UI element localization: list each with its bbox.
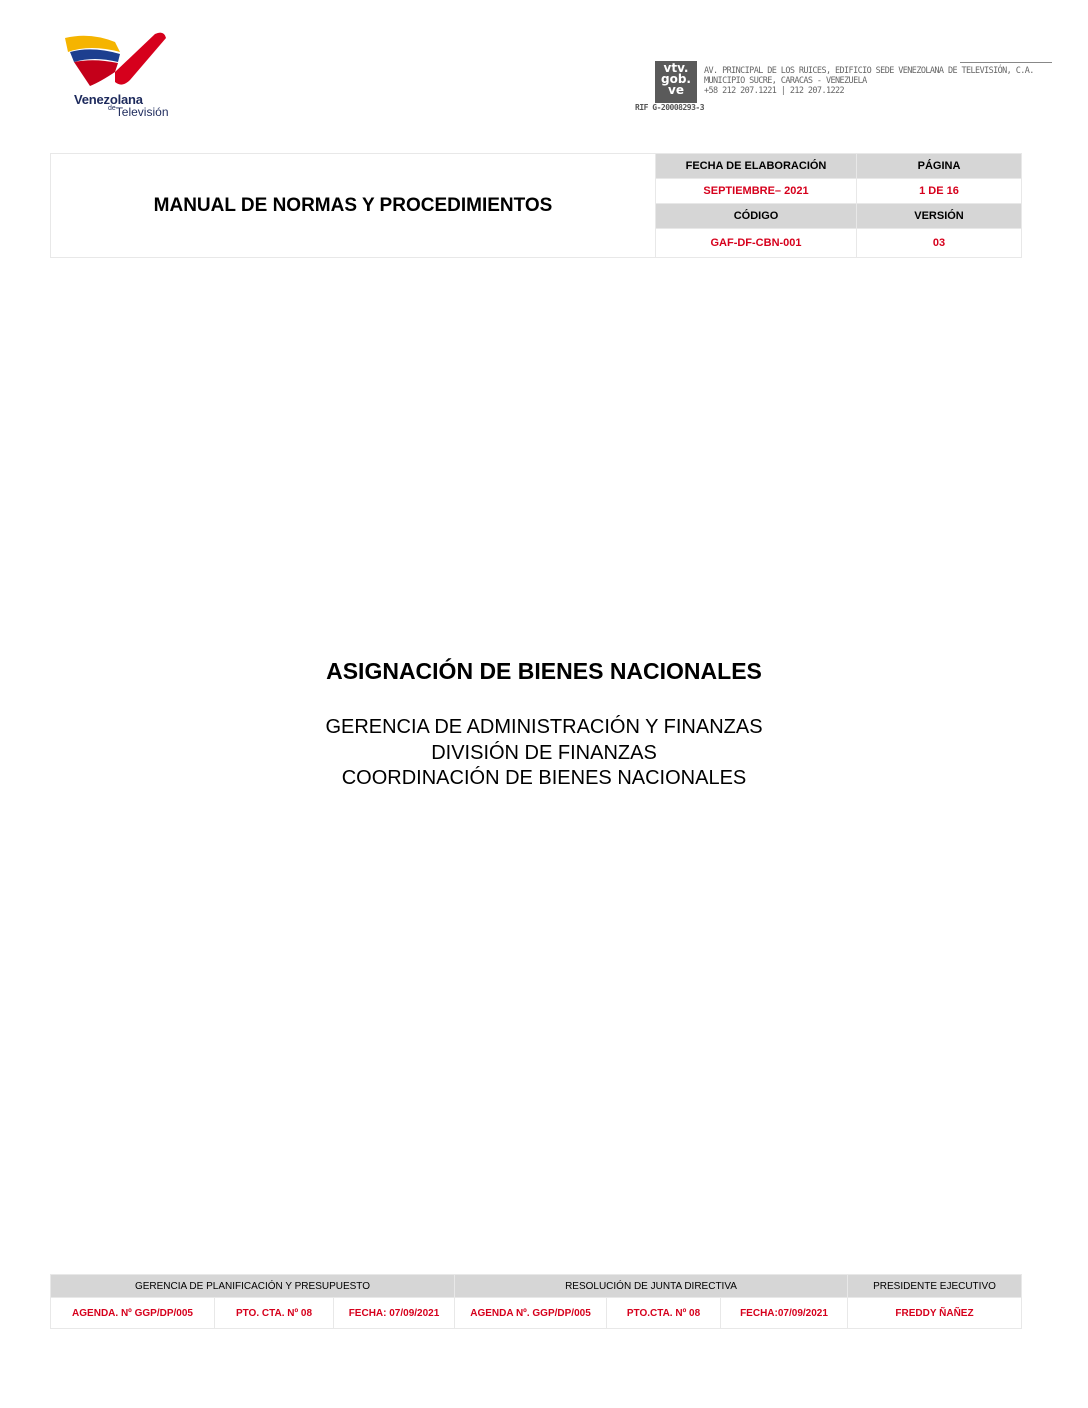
footer-agenda-2: AGENDA Nº. GGP/DP/005: [455, 1298, 607, 1329]
codigo-value: GAF-DF-CBN-001: [656, 229, 857, 258]
footer-fecha-2: FECHA:07/09/2021: [721, 1298, 848, 1329]
pagina-label: PÁGINA: [857, 154, 1022, 179]
footer-presidente-name: FREDDY ÑAÑEZ: [848, 1298, 1022, 1329]
vtv-logo-mark-icon: [60, 30, 170, 90]
fecha-value: SEPTIEMBRE– 2021: [656, 179, 857, 204]
footer-head-resolucion: RESOLUCIÓN DE JUNTA DIRECTIVA: [455, 1275, 848, 1298]
pagina-value: 1 DE 16: [857, 179, 1022, 204]
footer-fecha-1: FECHA: 07/09/2021: [334, 1298, 455, 1329]
department-coordinacion: COORDINACIÓN DE BIENES NACIONALES: [341, 767, 747, 789]
version-value: 03: [857, 229, 1022, 258]
document-title: ASIGNACIÓN DE BIENES NACIONALES: [326, 658, 762, 684]
approval-footer-table: [50, 1274, 1022, 1329]
vtv-gob-ve-logo: vtv. gob. ve: [655, 61, 697, 103]
version-label: VERSIÓN: [857, 204, 1022, 229]
address: AV. PRINCIPAL DE LOS RUICES, EDIFICIO SEDE VENEZOLANA DE TELEVISIÓN, C.A. MUNICIPIO SUCRE, CARACAS - VENEZUELA +58 212 207.1221 | 212 207.1222: [704, 66, 1034, 96]
logo-text-television: $^{de}$Televisión: [108, 105, 169, 119]
divider-line: [960, 62, 1052, 63]
footer-pto-cta-2: PTO.CTA. Nº 08: [607, 1298, 721, 1329]
footer-pto-cta-1: PTO. CTA. Nº 08: [215, 1298, 334, 1329]
footer-head-presidente: PRESIDENTE EJECUTIVO: [848, 1275, 1022, 1298]
department-gerencia: GERENCIA DE ADMINISTRACIÓN Y FINANZAS: [325, 716, 763, 738]
document-header-table: [50, 153, 1022, 258]
rif-number: RIF G-20008293-3: [635, 103, 705, 112]
logo-text-venezolana: Venezolana: [74, 92, 143, 107]
footer-agenda-1: AGENDA. Nº GGP/DP/005: [51, 1298, 215, 1329]
vtv-contact-block: [632, 58, 1052, 118]
vtv-logo: [60, 30, 180, 120]
department-division: DIVISIÓN DE FINANZAS: [431, 742, 657, 764]
manual-title: MANUAL DE NORMAS Y PROCEDIMIENTOS: [51, 154, 656, 258]
codigo-label: CÓDIGO: [656, 204, 857, 229]
footer-head-planificacion: GERENCIA DE PLANIFICACIÓN Y PRESUPUESTO: [51, 1275, 455, 1298]
fecha-label: FECHA DE ELABORACIÓN: [656, 154, 857, 179]
